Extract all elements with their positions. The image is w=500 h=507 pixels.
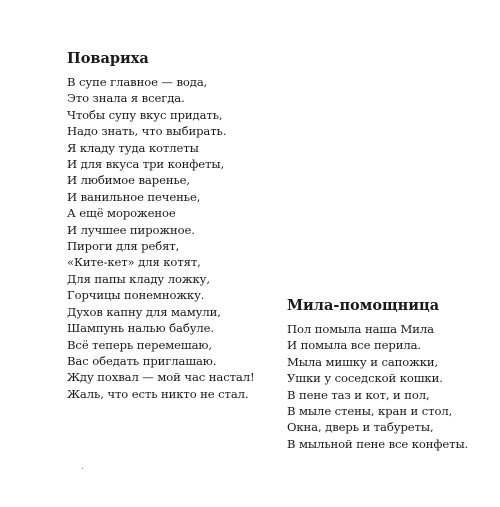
poem-line: А ещё мороженое bbox=[67, 206, 176, 221]
poem-line: Надо знать, что выбирать. bbox=[67, 124, 227, 139]
poem-line: Для папы кладу ложку, bbox=[67, 271, 210, 286]
poem-line: В супе главное — вода, bbox=[67, 75, 208, 89]
poem-line: В мыльной пене все конфеты. bbox=[287, 436, 469, 451]
poem-line: Жду похвал — мой час настал! bbox=[67, 370, 255, 385]
poem-line: Вас обедать приглашаю. bbox=[67, 353, 217, 368]
poem-mila-pomoshchnitsa bbox=[287, 297, 487, 452]
poem-line: Это знала я всегда. bbox=[67, 91, 185, 106]
poem-lines bbox=[287, 321, 487, 452]
poem-line: Ушки у соседской кошки. bbox=[287, 371, 443, 386]
poem-line: «Ките-кет» для котят, bbox=[67, 255, 201, 270]
poem-line: Пол помыла наша Мила bbox=[287, 322, 434, 336]
poem-line: И ванильное печенье, bbox=[67, 189, 201, 204]
poem-line: Окна, дверь и табуреты, bbox=[287, 420, 434, 435]
poem-title: Повариха bbox=[67, 50, 149, 67]
poem-line: Чтобы супу вкус придать, bbox=[67, 107, 223, 122]
poem-line: И для вкуса три конфеты, bbox=[67, 157, 225, 172]
poem-line: Всё теперь перемешаю, bbox=[67, 337, 212, 352]
poem-title: Мила-помощница bbox=[287, 297, 440, 314]
poem-lines bbox=[67, 74, 267, 402]
poem-povarikha bbox=[67, 50, 267, 402]
poem-line: В пене таз и кот, и пол, bbox=[287, 387, 430, 402]
poem-line: И помыла все перила. bbox=[287, 338, 421, 353]
poem-line: Я кладу туда котлеты bbox=[67, 140, 199, 155]
poem-line: Пироги для ребят, bbox=[67, 239, 180, 254]
poem-line: Горчицы понемножку. bbox=[67, 288, 205, 303]
poem-line: Мыла мишку и сапожки, bbox=[287, 354, 439, 369]
poem-line: Шампунь налью бабуле. bbox=[67, 321, 215, 336]
poem-line: И любимое варенье, bbox=[67, 173, 191, 188]
poem-line: В мыле стены, кран и стол, bbox=[287, 404, 453, 419]
page-speck bbox=[82, 468, 83, 469]
poem-line: И лучшее пирожное. bbox=[67, 222, 195, 237]
poem-line: Жаль, что есть никто не стал. bbox=[67, 386, 249, 401]
poem-line: Духов капну для мамули, bbox=[67, 304, 221, 319]
